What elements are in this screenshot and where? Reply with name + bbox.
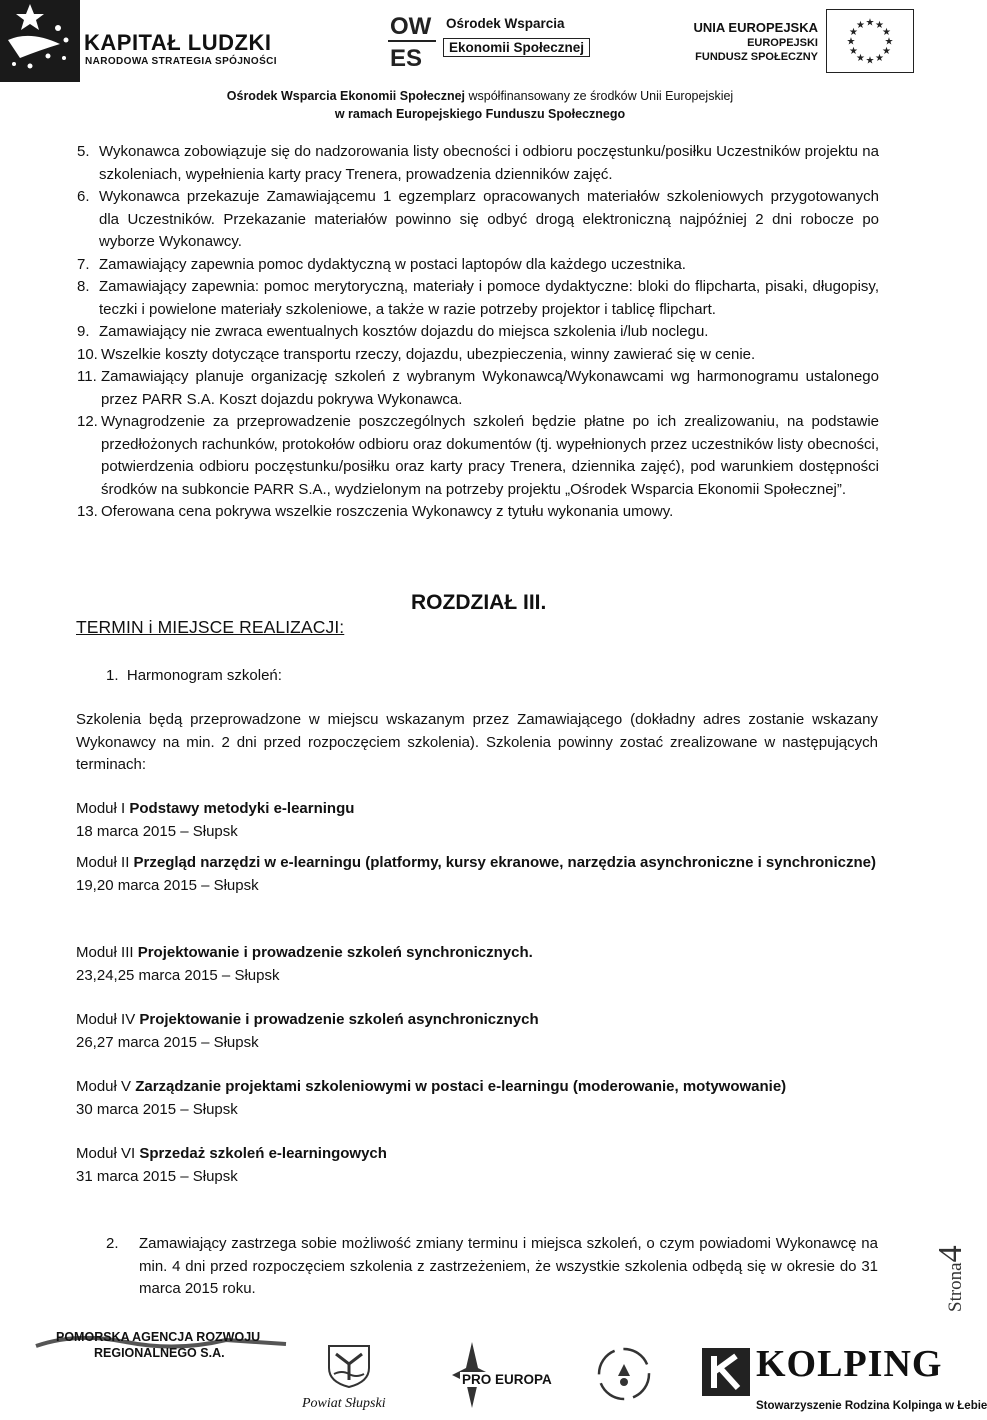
section-heading: TERMIN i MIEJSCE REALIZACJI: bbox=[76, 617, 345, 637]
eu-flag-icon bbox=[826, 9, 914, 73]
module-prefix: Moduł IV bbox=[76, 1011, 140, 1028]
list-item-number: 6. bbox=[77, 188, 90, 205]
module-item bbox=[76, 942, 878, 987]
module-item bbox=[76, 852, 878, 897]
list-item-number: 13. bbox=[77, 503, 98, 520]
list-item-number: 12. bbox=[77, 413, 98, 430]
pro-europa-label: PRO EUROPA bbox=[462, 1372, 552, 1387]
conditions-list bbox=[77, 141, 879, 524]
eu-star-icon: ★ bbox=[875, 52, 884, 64]
owes-mark bbox=[388, 8, 436, 72]
list-item-text: Zamawiający planuje organizację szkoleń z wybranym Wykonawcą/Wykonawcami wg harmonogramu ustalonego przez PARR S.A. Koszt dojazdu pokrywa Wykonawca. bbox=[101, 368, 879, 408]
page-number-value: 4 bbox=[932, 1245, 969, 1263]
module-date: 18 marca 2015 – Słupsk bbox=[76, 822, 238, 840]
eu-star-icon: ★ bbox=[884, 36, 894, 48]
eu-star-icon: ★ bbox=[846, 36, 856, 48]
kolping-subtitle: Stowarzyszenie Rodzina Kolpinga w Łebie bbox=[756, 1400, 987, 1412]
module-title: Sprzedaż szkoleń e-learningowych bbox=[139, 1145, 387, 1162]
cofinancing-source: współfinansowany ze środków Unii Europejskiej bbox=[465, 89, 734, 103]
subheading-number: 1. bbox=[106, 667, 119, 684]
list-item-number: 9. bbox=[77, 323, 90, 340]
parr-logo bbox=[36, 1330, 286, 1420]
module-prefix: Moduł VI bbox=[76, 1145, 140, 1162]
module-title-line bbox=[76, 1076, 878, 1099]
owes-logo bbox=[388, 8, 598, 76]
eu-star-icon: ★ bbox=[849, 27, 859, 38]
module-prefix: Moduł III bbox=[76, 944, 138, 961]
module-title: Zarządzanie projektami szkoleniowymi w postaci e-learningu (moderowanie, motywowanie) bbox=[135, 1078, 787, 1095]
list-item-number: 10. bbox=[77, 345, 98, 363]
module-title: Projektowanie i prowadzenie szkoleń asynchronicznych bbox=[139, 1011, 539, 1028]
module-title-line bbox=[76, 798, 878, 821]
eu-star-icon: ★ bbox=[881, 27, 891, 38]
eu-logo bbox=[693, 0, 920, 76]
list-item bbox=[77, 321, 879, 344]
list-item bbox=[77, 411, 879, 501]
list-item-text: Zamawiający zapewnia pomoc dydaktyczną w postaci laptopów dla każdego uczestnika. bbox=[99, 255, 686, 273]
list-item-text: Zamawiający nie zwraca ewentualnych kosztów dojazdu do miejsca szkolenia i/lub noclegu. bbox=[99, 323, 709, 340]
module-date: 31 marca 2015 – Słupsk bbox=[76, 1167, 238, 1185]
subheading-text: Harmonogram szkoleń: bbox=[126, 667, 282, 684]
powiat-logo bbox=[296, 1330, 406, 1420]
cofinancing-project-name: Ośrodek Wsparcia Ekonomii Społecznej bbox=[226, 89, 466, 103]
eu-star-icon: ★ bbox=[881, 46, 891, 57]
module-date: 19,20 marca 2015 – Słupsk bbox=[76, 876, 259, 894]
module-item bbox=[76, 1143, 878, 1188]
module-title-line bbox=[76, 942, 878, 965]
eu-star-icon: ★ bbox=[865, 55, 875, 67]
eu-star-icon: ★ bbox=[856, 20, 865, 32]
list-item-number: 7. bbox=[77, 255, 90, 273]
kapital-ludzki-emblem bbox=[0, 0, 80, 82]
chapter-title: ROZDZIAŁ III. bbox=[411, 591, 547, 614]
list-item-text: Wynagrodzenie za przeprowadzenie poszczególnych szkoleń będzie płatne po ich zrealizowaniu, na podstawie przedłożonych rachunków, protokołów odbioru oraz dokumentów (tj. wypełnionych przez uczestników listy obecności, potwierdzenia odbioru poczęstunku/posiłku oraz karty pracy Trenera, dziennika zajęć), pod warunkiem dostępności środków na subkoncie PARR S.A., wydzielonym na potrzeby projektu „Ośrodek Wsparcia Ekonomii Społecznej”. bbox=[101, 413, 879, 498]
list-item bbox=[77, 501, 879, 524]
list-item-text: Zamawiający zastrzega sobie możliwość zmiany terminu i miejsca szkoleń, o czym powiadomi Wykonawcę na min. 4 dni przed rozpoczęciem szkolenia z zastrzeżeniem, że wszystkie szkolenia odbędą się w okresie do 31 marca 2015 roku. bbox=[139, 1235, 878, 1297]
module-item bbox=[76, 1076, 878, 1121]
list-item bbox=[77, 344, 879, 367]
schedule-subheading bbox=[106, 665, 282, 688]
eu-line-3: FUNDUSZ SPOŁECZNY bbox=[695, 51, 818, 63]
module-date: 30 marca 2015 – Słupsk bbox=[76, 1100, 238, 1118]
owes-letters-bottom: ES bbox=[390, 45, 423, 72]
eu-star-icon: ★ bbox=[856, 52, 865, 64]
eu-star-icon: ★ bbox=[865, 17, 875, 29]
owes-line-1: Ośrodek Wsparcia bbox=[446, 16, 565, 31]
module-prefix: Moduł I bbox=[76, 800, 130, 817]
kapital-ludzki-logo bbox=[0, 0, 277, 82]
list-item-text: Oferowana cena pokrywa wszelkie roszczenia Wykonawcy z tytułu wykonania umowy. bbox=[101, 503, 674, 520]
list-item bbox=[77, 366, 879, 411]
parr-line-1: POMORSKA AGENCJA ROZWOJU bbox=[56, 1330, 261, 1344]
list-item bbox=[77, 276, 879, 321]
page-label: Strona bbox=[945, 1262, 966, 1312]
eu-line-1: UNIA EUROPEJSKA bbox=[693, 20, 818, 35]
kolping-logo bbox=[702, 1330, 987, 1420]
intro-paragraph: Szkolenia będą przeprowadzone w miejscu wskazanym przez Zamawiającego (dokładny adres zostanie wskazany Wykonawcy na min. 2 dni przed rozpoczęciem szkolenia). Szkolenia powinny zostać zrealizowane w następujących terminach: bbox=[76, 711, 878, 773]
module-title-line bbox=[76, 1143, 878, 1166]
powiat-crest-icon bbox=[324, 1344, 374, 1388]
list-item-text: Wszelkie koszty dotyczące transportu rzeczy, dojazdu, ubezpieczenia, winny zawierać się w cenie. bbox=[101, 345, 756, 363]
cofinancing-line-2: w ramach Europejskiego Funduszu Społecznego bbox=[334, 107, 626, 121]
module-title: Projektowanie i prowadzenie szkoleń synchronicznych. bbox=[137, 944, 533, 961]
cofinancing-line-1 bbox=[0, 88, 960, 104]
module-title: Przegląd narzędzi w e-learningu (platformy, kursy ekranowe, narzędzia asynchroniczne i synchroniczne) bbox=[133, 854, 876, 871]
eu-star-icon: ★ bbox=[849, 46, 859, 57]
module-title-line bbox=[76, 852, 878, 875]
owes-letters-top: OW bbox=[390, 13, 432, 40]
eu-line-2: EUROPEJSKI bbox=[747, 37, 818, 49]
eu-star-icon: ★ bbox=[875, 20, 884, 32]
page-number bbox=[932, 1245, 970, 1312]
list-item-text: Zamawiający zapewnia: pomoc merytoryczną, materiały i pomoce dydaktyczne: bloki do flipcharta, pisaki, długopisy, teczki i powielone materiały szkoleniowe, a także w razie potrzeby projektor i tablicę flipchart. bbox=[99, 278, 879, 318]
kapital-ludzki-subtitle: NARODOWA STRATEGIA SPÓJNOŚCI bbox=[85, 56, 277, 67]
final-list-item bbox=[106, 1233, 878, 1301]
list-item-number: 8. bbox=[77, 278, 90, 295]
list-item-text: Wykonawca przekazuje Zamawiającemu 1 egzemplarz opracowanych materiałów szkoleniowych przygotowanych dla Uczestników. Przekazanie materiałów powinno się odbyć drogą elektroniczną najpóźniej 2 dni robocze po wyborze Wykonawcy. bbox=[99, 188, 879, 250]
pro-europa-logo bbox=[452, 1330, 562, 1420]
module-item bbox=[76, 1009, 878, 1054]
parr-line-2: REGIONALNEGO S.A. bbox=[94, 1346, 225, 1360]
owes-line-2: Ekonomii Społecznej bbox=[443, 38, 590, 57]
list-item bbox=[77, 186, 879, 254]
list-item-number: 11. bbox=[77, 368, 97, 385]
module-prefix: Moduł V bbox=[76, 1078, 136, 1095]
module-title: Podstawy metodyki e-learningu bbox=[129, 800, 355, 817]
kapital-ludzki-title: KAPITAŁ LUDZKI bbox=[84, 30, 272, 55]
kolping-k-icon bbox=[702, 1348, 750, 1396]
module-title-line bbox=[76, 1009, 878, 1032]
arrows-circle-icon bbox=[596, 1346, 652, 1402]
powiat-label: Powiat Słupski bbox=[302, 1396, 386, 1411]
list-item-text: Wykonawca zobowiązuje się do nadzorowania listy obecności i odbioru poczęstunku/posiłku Uczestników projektu na szkoleniach, wypełnienia karty pracy Trenera, prowadzenia dzienników zajęć. bbox=[99, 143, 879, 183]
list-item bbox=[77, 254, 879, 277]
list-item-number: 5. bbox=[77, 143, 90, 160]
partner-emblem bbox=[592, 1330, 652, 1420]
list-item bbox=[77, 141, 879, 186]
module-date: 23,24,25 marca 2015 – Słupsk bbox=[76, 966, 280, 984]
list-item-number: 2. bbox=[106, 1235, 119, 1252]
kolping-title: KOLPING bbox=[756, 1343, 943, 1385]
module-date: 26,27 marca 2015 – Słupsk bbox=[76, 1033, 259, 1051]
module-item bbox=[76, 798, 878, 843]
module-prefix: Moduł II bbox=[76, 854, 134, 871]
